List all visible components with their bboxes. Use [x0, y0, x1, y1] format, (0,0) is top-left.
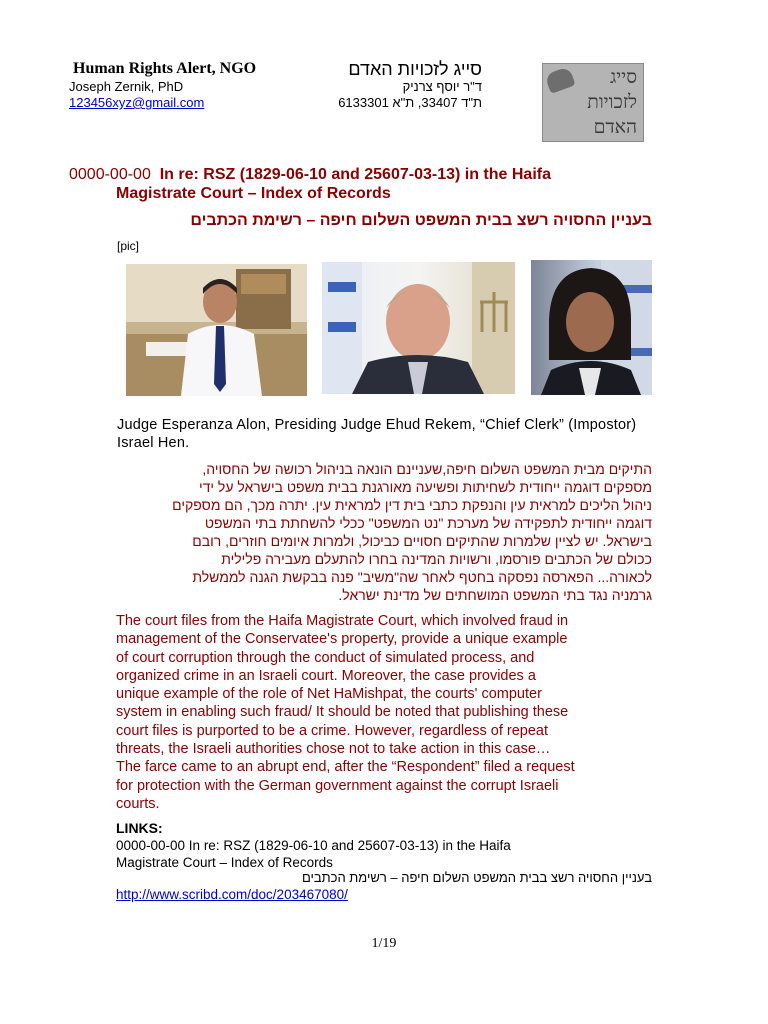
photo-caption: Judge Esperanza Alon, Presiding Judge Ehud Rekem, “Chief Clerk” (Impostor) Israel Hen. — [117, 417, 637, 451]
hebrew-line: ניהול הליכים למראית עין והנפקת כתבי בית דין למראית עין. יתרה מכך, הם מספקים — [172, 497, 652, 513]
org-name-hebrew: סייג לזכויות האדם — [348, 59, 482, 79]
author-name-english: Joseph Zernik, PhD — [69, 79, 184, 94]
hebrew-line: דוגמה ייחודית לתפקידה של מערכת "נט המשפט" ככלי להשחתת בתי המשפט — [204, 515, 652, 531]
english-line: court files is purported to be a crime. However, regardless of repeat — [116, 722, 548, 739]
link-description-line2: Magistrate Court – Index of Records — [116, 855, 333, 870]
link-description — [116, 837, 636, 871]
title-line1: In re: RSZ (1829-06-10 and 25607-03-13) in the Haifa — [159, 166, 551, 183]
scribd-link[interactable]: http://www.scribd.com/doc/203467080/ — [116, 887, 348, 902]
hebrew-line: בישראל. יש לציין שלמרות שהתיקים חסויים כביכול, ולמרות איומים חוזרים, רובם — [192, 533, 652, 549]
links-heading: LINKS: — [116, 820, 163, 836]
english-line: organized crime in an Israeli court. Moreover, the case provides a — [116, 667, 536, 684]
hebrew-line: התיקים מבית המשפט השלום חיפה,שעניינם הונאה בניהול רכושה של החסויה, — [202, 461, 652, 477]
photo-chief-clerk — [531, 260, 652, 395]
logo-text-line: האדם — [593, 116, 637, 138]
english-line: unique example of the role of Net HaMishpat, the courts' computer — [116, 686, 542, 703]
logo-text-line: לזכויות — [587, 91, 637, 113]
hebrew-line: מספקים דוגמה ייחודית לשחיתות ופשיעה מאורגנת בבית משפט בישראל על ידי — [198, 479, 652, 495]
hebrew-line: גרמניה נגד בתי המשפט המושחתים של מדינת ישראל. — [338, 587, 652, 603]
hebrew-line: ככולם של הכתבים פורסמו, ורשויות המדינה בחרו להתעלם מעבירה פלילית — [221, 551, 652, 567]
document-title-hebrew: בעניין החסויה רשצ בבית המשפט השלום חיפה – רשימת הכתבים — [190, 212, 652, 229]
title-line2: Magistrate Court – Index of Records — [116, 185, 391, 202]
logo-text-line: סייג — [609, 66, 637, 88]
photo-judge-alon — [126, 264, 307, 396]
english-line: management of the Conservatee's property, provide a unique example — [116, 631, 568, 648]
english-line: of court corruption through the conduct of simulated process, and — [116, 649, 535, 666]
hebrew-paragraph — [119, 460, 652, 604]
hebrew-line: לכאורה... הפארסה נפסקה בחטף לאחר שה"משיב" פנה בבקשת הגנה לממשלת — [192, 569, 652, 585]
author-name-hebrew: ד"ר יוסף צרניק — [402, 79, 482, 94]
english-line: for protection with the German government against the corrupt Israeli — [116, 777, 559, 794]
english-line: threats, the Israeli authorities chose not to take action in this case… — [116, 741, 551, 758]
org-name-english: Human Rights Alert, NGO — [73, 60, 257, 77]
link-description-hebrew: בעניין החסויה רשצ בבית המשפט השלום חיפה – רשימת הכתבים — [301, 870, 652, 885]
title-date: 0000-00-00 — [69, 166, 151, 183]
page-number: 1/19 — [371, 936, 397, 951]
pic-placeholder-label: [pic] — [117, 239, 140, 253]
english-line: courts. — [116, 795, 160, 812]
org-logo — [542, 63, 644, 142]
address-hebrew: ת"ד 33407, ת"א 6133301 — [338, 95, 482, 110]
english-line: The court files from the Haifa Magistrate Court, which involved fraud in — [116, 613, 569, 629]
email-link[interactable]: 123456xyz@gmail.com — [69, 95, 205, 110]
photo-judge-rekem — [322, 262, 515, 394]
english-line: system in enabling such fraud/ It should be noted that publishing these — [116, 704, 569, 721]
english-paragraph — [116, 612, 652, 813]
english-line: The farce came to an abrupt end, after the “Respondent” filed a request — [116, 759, 575, 776]
link-description-line1: 0000-00-00 In re: RSZ (1829-06-10 and 25607-03-13) in the Haifa — [116, 838, 511, 853]
document-title — [69, 165, 669, 203]
